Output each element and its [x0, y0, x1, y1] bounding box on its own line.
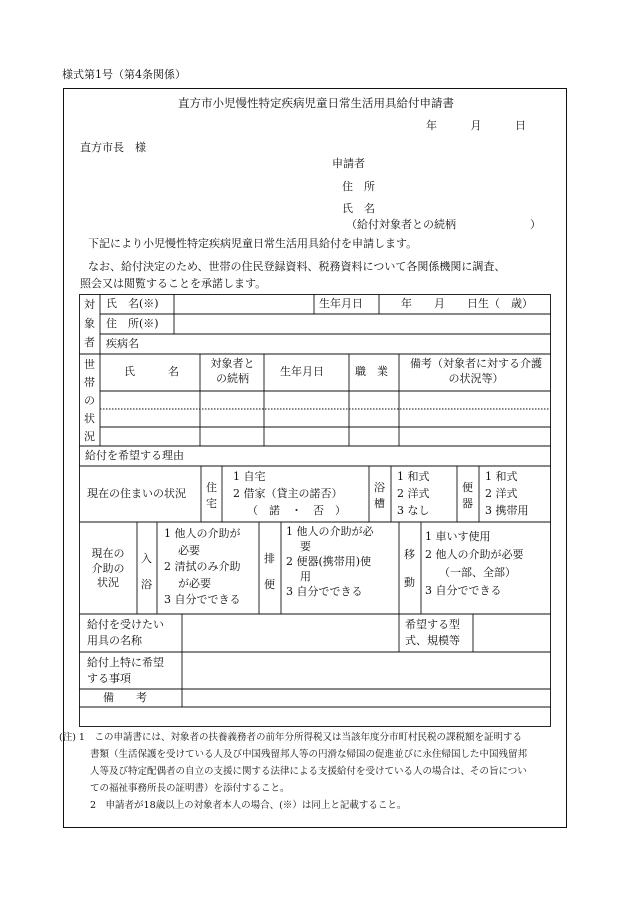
care-bath-label: 入 浴 — [141, 552, 152, 591]
date-year: 年 — [426, 119, 437, 132]
applicant-address-label: 住 所 — [342, 180, 375, 193]
household-group-label: 世 帯 の 状 況 — [84, 358, 95, 443]
toilet-label: 便 器 — [462, 481, 473, 510]
target-name-field[interactable] — [175, 295, 313, 313]
application-form — [59, 88, 567, 828]
note-line: 書類（生活保護を受けている人及び中国残留邦人等の円滑な帰国の促進並びに永住帰国した中国残留邦 — [90, 749, 528, 760]
bathtub-options[interactable]: 1 和式 2 洋式 3 なし — [397, 470, 430, 517]
target-address-field[interactable] — [175, 315, 549, 333]
household-col-birth: 生年月日 — [280, 365, 324, 378]
household-col-note: 備考（対象者に対する介護 の状況等） — [410, 357, 542, 385]
note-line: 人等及び特定配偶者の自立の支援に関する法律による支援給付を受けている人の場合は、その旨につい — [90, 766, 527, 777]
target-disease-label: 疾病名 — [106, 337, 139, 350]
special-request-label: 給付上特に希望 する事項 — [87, 656, 164, 685]
relation-label: （給付対象者との続柄 — [346, 218, 456, 231]
declaration-line-1: 下記により小児慢性特定疾病児童日常生活用具給付を申請します。 — [88, 237, 418, 250]
declaration-line-2: なお、給付決定のため、世帯の住民登録資料、税務資料について各関係機関に調査、 — [88, 260, 506, 273]
note-line: (注) 1 この申請書には、対象者の扶養義務者の前年分所得税又は当該年度分市町村民税の課税額を証明する — [59, 732, 522, 743]
form-number: 様式第1号（第4条関係） — [62, 68, 186, 81]
household-row[interactable] — [101, 428, 550, 445]
target-birth-label: 生年月日 — [319, 297, 363, 310]
declaration-line-3: 照会又は閲覧することを承諾します。 — [80, 277, 267, 290]
care-excretion-label: 排 便 — [264, 552, 275, 591]
equipment-model-field[interactable] — [474, 615, 550, 651]
care-label: 現在の 介助の 状況 — [91, 547, 125, 589]
relation-close: ） — [530, 218, 541, 231]
equipment-label: 給付を受けたい 用具の名称 — [87, 618, 164, 647]
care-move-options[interactable]: 1 車いす使用 2 他人の介助が必要 （一部、全部） 3 自分でできる — [425, 530, 524, 597]
household-row[interactable] — [101, 410, 550, 426]
date-month: 月 — [470, 119, 482, 132]
household-row[interactable] — [101, 392, 550, 408]
form-title: 直方市小児慢性特定疾病児童日常生活用具給付申請書 — [178, 96, 454, 110]
note-line: ての福祉事務所長の証明書）を添付すること。 — [90, 783, 290, 794]
note-line: 2 申請者が18歳以上の対象者本人の場合、(※）は同上と記載すること。 — [90, 800, 407, 811]
household-col-relation: 対象者と の続柄 — [210, 357, 255, 385]
target-birth-field[interactable]: 年 月 日生（ 歳） — [401, 297, 533, 310]
remarks-label: 備 考 — [103, 691, 147, 704]
reason-field[interactable] — [199, 447, 549, 465]
household-col-name: 氏 名 — [124, 365, 179, 378]
date-day: 日 — [515, 119, 526, 132]
date-line[interactable] — [426, 117, 526, 133]
target-disease-field[interactable] — [175, 335, 549, 353]
equipment-model-label: 希望する型 式、規模等 — [405, 618, 460, 647]
toilet-options[interactable]: 1 和式 2 洋式 3 携帯用 — [485, 470, 529, 517]
care-bath-options[interactable]: 1 他人の介助が 必要 2 清拭のみ介助 が必要 3 自分でできる — [164, 527, 241, 606]
reason-label: 給付を希望する理由 — [85, 449, 184, 462]
applicant-label: 申請者 — [332, 157, 365, 170]
target-name-label: 氏 名(※) — [106, 297, 159, 310]
household-col-job: 職 業 — [355, 365, 388, 378]
target-group-label: 対 象 者 — [84, 298, 95, 349]
remarks-field[interactable] — [183, 690, 550, 706]
target-address-label: 住 所(※) — [106, 317, 159, 330]
house-options[interactable]: 1 自宅 2 借家（貸主の諾否） （ 諾 ・ 否 ） — [233, 470, 346, 517]
housing-label: 現在の住まいの状況 — [87, 487, 186, 500]
equipment-name-field[interactable] — [183, 615, 398, 651]
applicant-name-label: 氏 名 — [342, 202, 375, 215]
addressee: 直方市長 様 — [80, 141, 146, 154]
care-excretion-options[interactable]: 1 他人の介助が必 要 2 便器(携帯用)使 用 3 自分でできる — [286, 525, 374, 598]
bathtub-label: 浴 槽 — [374, 481, 385, 510]
application-table — [79, 294, 551, 727]
care-move-label: 移 動 — [404, 548, 415, 589]
house-label: 住 宅 — [206, 481, 217, 510]
special-request-field[interactable] — [183, 653, 550, 688]
